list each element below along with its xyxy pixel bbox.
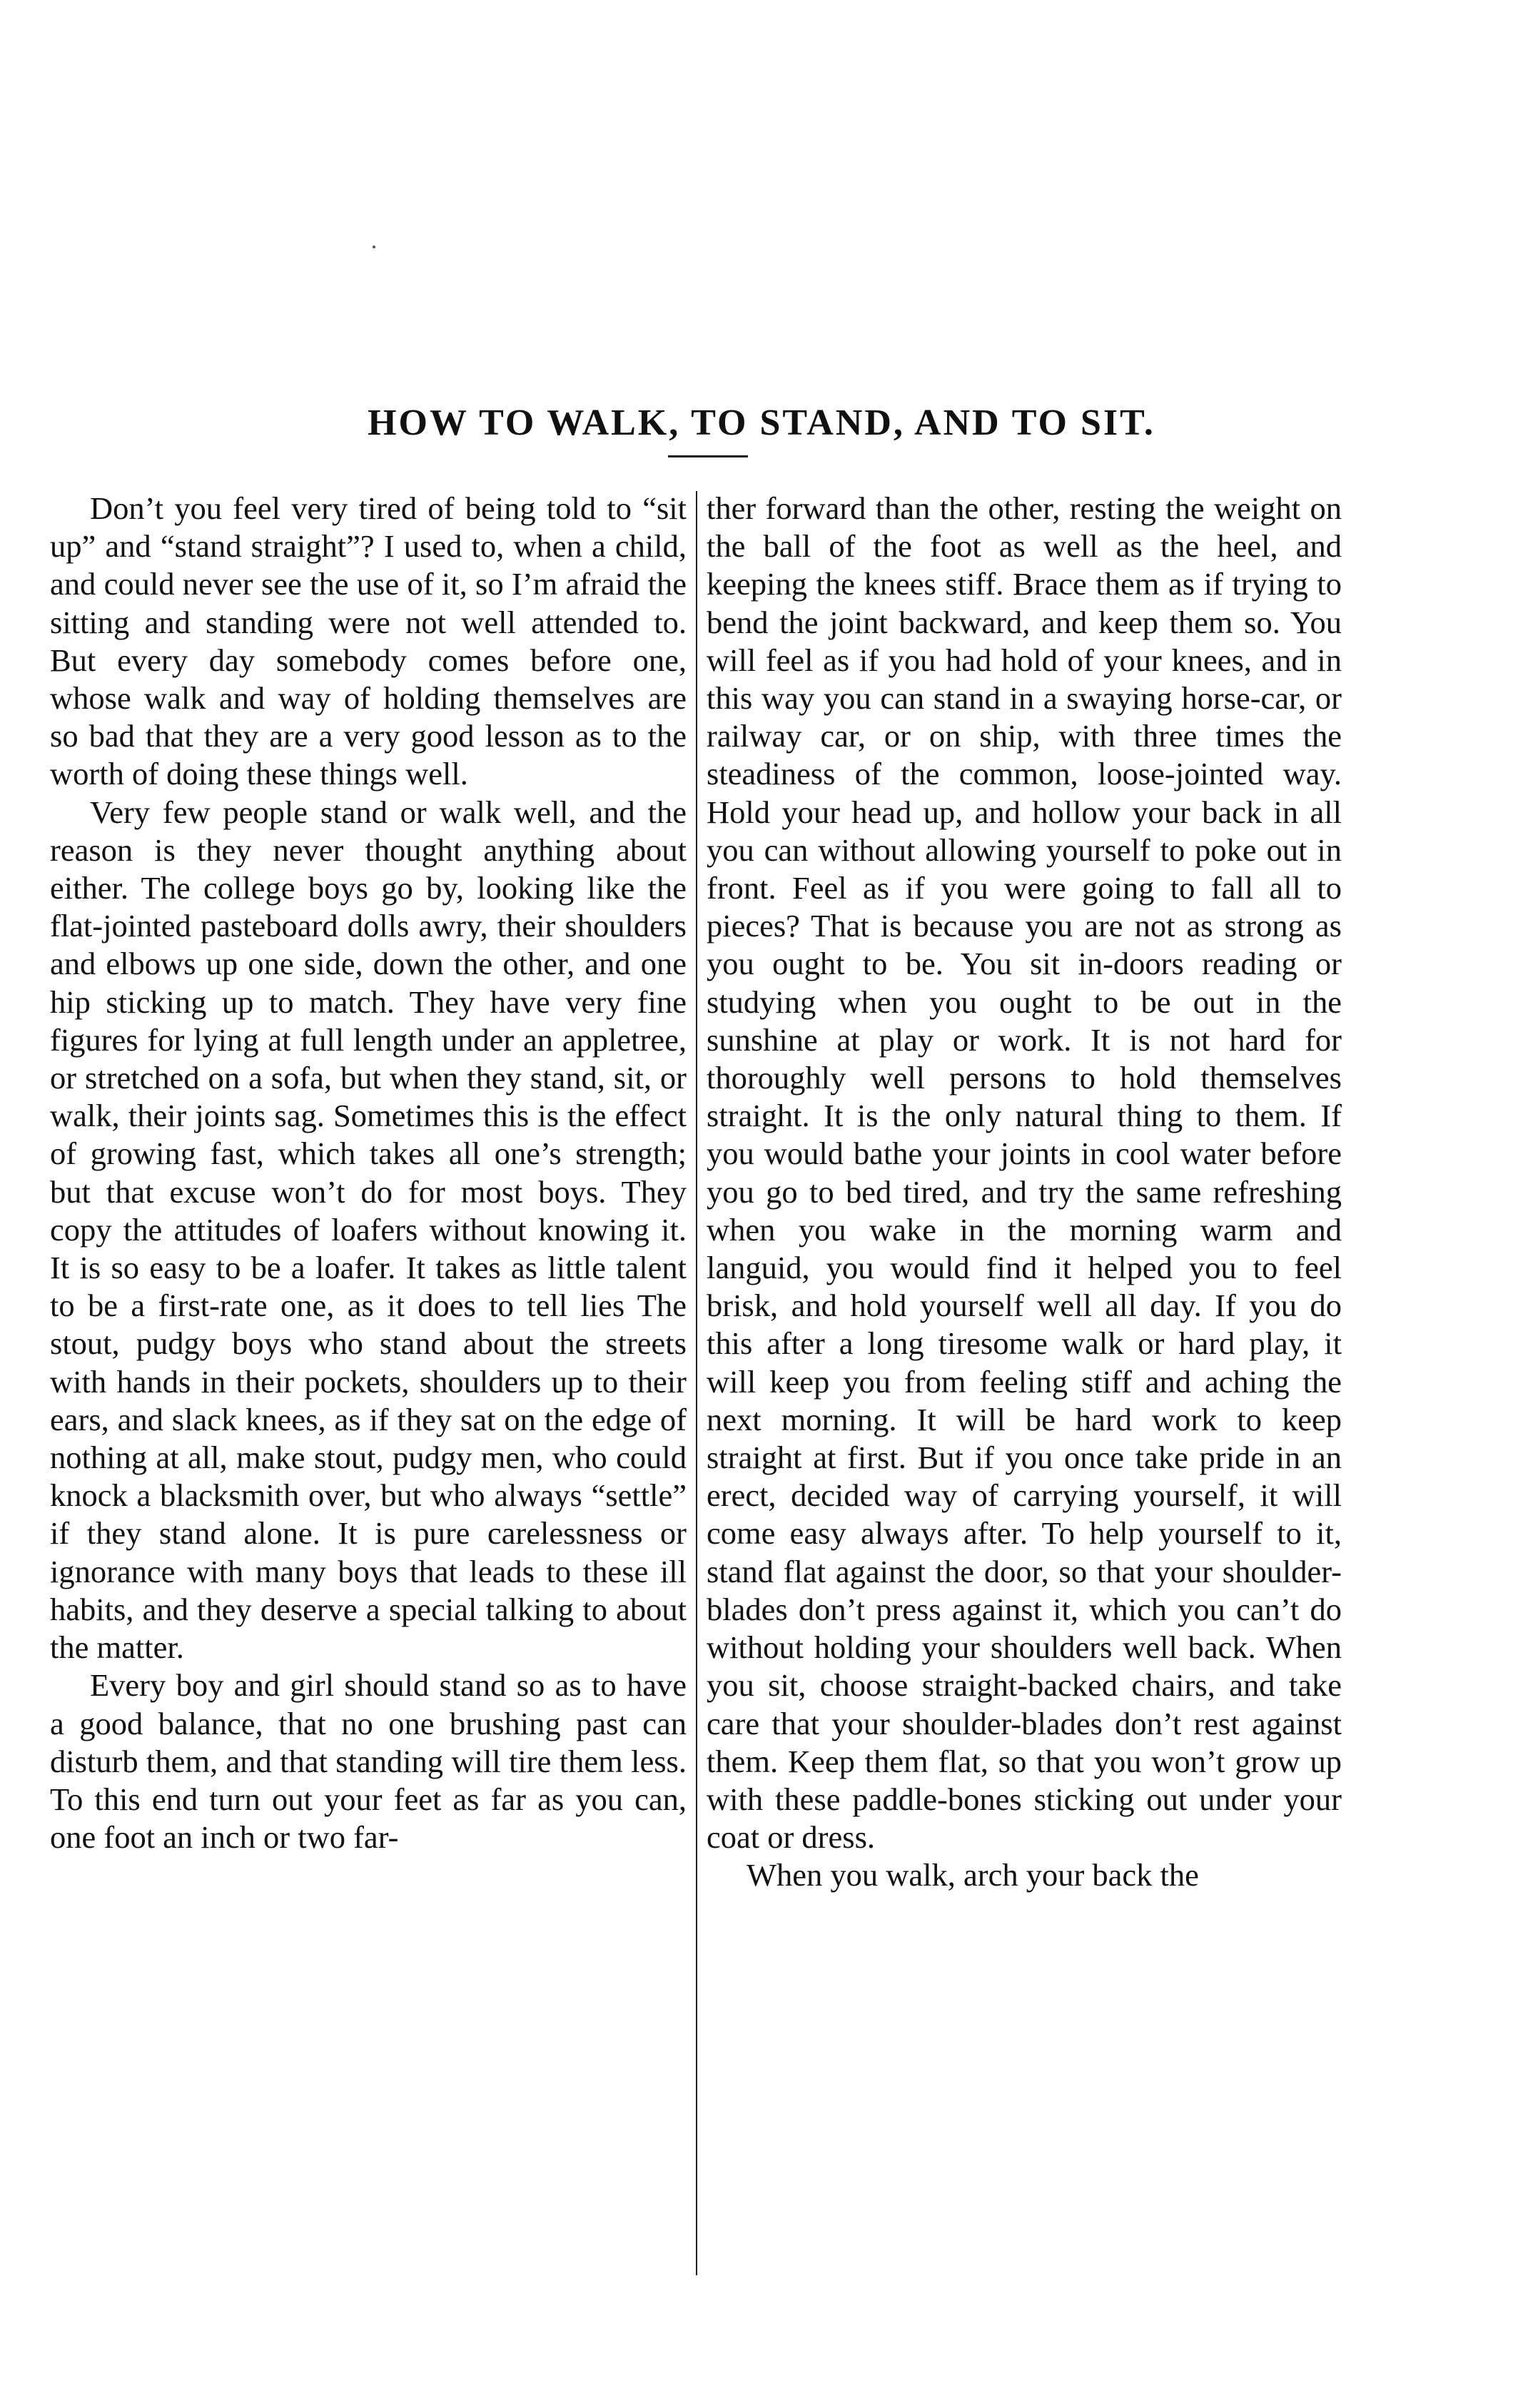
ink-speck: [373, 246, 375, 248]
left-column: [50, 490, 687, 1856]
title-underline-rule: [668, 455, 748, 457]
paragraph: When you walk, arch your back the: [747, 1857, 1199, 1893]
paragraph: Every boy and girl should stand so as to have a good balance, that no one brushing past can disturb them, and that standing will tire them less. To this end turn out your feet as far as you can, one foot an inch or two far-: [50, 1667, 687, 1856]
paragraph: Don’t you feel very tired of being told to “sit up” and “stand straight”? I used to, when a child, and could never see the use of it, so I’m afraid the sitting and standing were not well attended to. But every day somebody comes before one, whose walk and way of holding themselves are so bad that they are a very good lesson as to the worth of doing these things well.: [50, 490, 687, 792]
paragraph: Very few people stand or walk well, and the reason is they never thought anything about either. The college boys go by, looking like the flat-jointed pasteboard dolls awry, their shoulders and elbows up one side, down the other, and one hip sticking up to match. They have very fine figures for lying at full length under an appletree, or stretched on a sofa, but when they stand, sit, or walk, their joints sag. Sometimes this is the effect of growing fast, which takes all one’s strength; but that excuse won’t do for most boys. They copy the attitudes of loafers without knowing it. It is so easy to be a loafer. It takes as little talent to be a first-rate one, as it does to tell lies The stout, pudgy boys who stand about the streets with hands in their pockets, shoulders up to their ears, and slack knees, as if they sat on the edge of nothing at all, make stout, pudgy men, who could knock a blacksmith over, but who always “settle” if they stand alone. It is pure carelessness or ignorance with many boys that leads to these ill habits, and they deserve a special talking to about the matter.: [50, 794, 687, 1666]
column-divider: [696, 491, 697, 2275]
page-title: HOW TO WALK, TO STAND, AND TO SIT.: [368, 402, 1155, 443]
paragraph-continued: ther forward than the other, resting the weight on the ball of the foot as well as the heel, and keeping the knees stiff. Brace them as if trying to bend the joint backward, and keep them so. You will feel as if you had hold of your knees, and in this way you can stand in a swaying horse-car, or railway car, or on ship, with three times the steadiness of the common, loose-jointed way. Hold your head up, and hollow your back in all you can without allowing yourself to poke out in front. Feel as if you were going to fall all to pieces? That is because you are not as strong as you ought to be. You sit in-doors reading or studying when you ought to be out in the sunshine at play or work. It is not hard for thoroughly well persons to hold themselves straight. It is the only natural thing to them. If you would bathe your joints in cool water before you go to bed tired, and try the same refreshing when you wake in the morning warm and languid, you would find it helped you to feel brisk, and hold yourself well all day. If you do this after a long tiresome walk or hard play, it will keep you from feeling stiff and aching the next morning. It will be hard work to keep straight at first. But if you once take pride in an erect, decided way of carrying yourself, it will come easy always after. To help yourself to it, stand flat against the door, so that your shoulder-blades don’t press against it, which you can’t do without holding your shoulders well back. When you sit, choose straight-backed chairs, and take care that your shoulder-blades don’t rest against them. Keep them flat, so that you won’t grow up with these paddle-bones sticking out under your coat or dress.: [707, 490, 1342, 1856]
right-column: [707, 490, 1342, 1895]
